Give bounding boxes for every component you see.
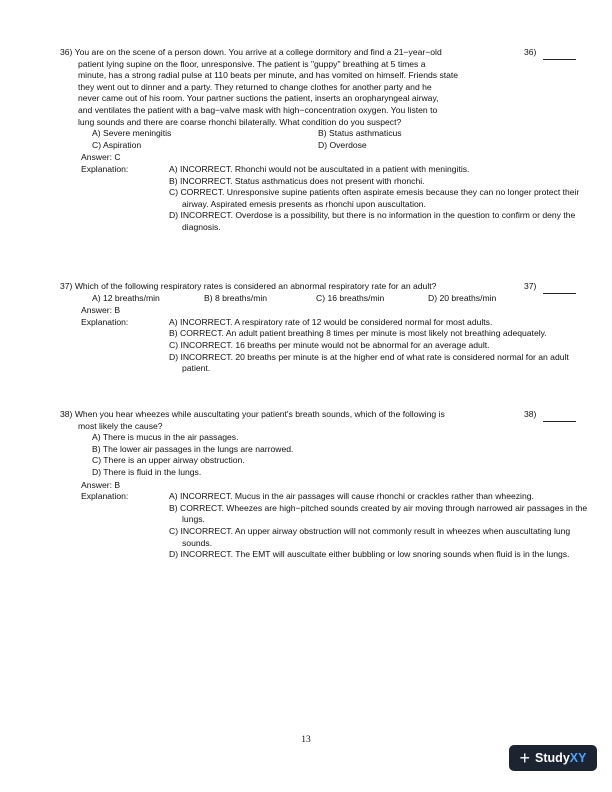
explanation-item: B) CORRECT. Wheezes are high−pitched sounds created by air moving through narrowed air passages in the lungs. xyxy=(169,502,588,525)
explanation-item: B) INCORRECT. Status asthmaticus does not present with rhonchi. xyxy=(169,175,425,186)
answer-slot-number: 36) xyxy=(524,47,537,57)
question-number: 38) xyxy=(60,409,73,419)
explanation: Explanation: A) INCORRECT. Rhonchi would not be auscultated in a patient with meningitis. B) INCORRECT. Status asthmaticus does not present with rhonchi. C) CORRECT. Unresponsive supine patients often aspirate emesis because they can no longer protect their airway. Aspirated emesis presents as rhonchi upon auscultation. D) INCORRECT. Overdose is a possibility, but there is no information in the question to confirm or deny the diagnosis. xyxy=(60,164,560,234)
option: A) 12 breaths/min xyxy=(92,292,160,303)
explanation-item: C) INCORRECT. An upper airway obstruction will not commonly result in wheezes when auscultating lung sounds. xyxy=(169,525,571,548)
question-37 xyxy=(60,281,569,375)
option: A) Severe meningitis xyxy=(92,128,172,139)
explanation-item: B) CORRECT. An adult patient breathing 8 times per minute is most likely not breathing adequately. xyxy=(169,328,547,339)
explanation: Explanation: A) INCORRECT. A respiratory rate of 12 would be considered normal for most adults. B) CORRECT. An adult patient breathing 8 times per minute is most likely not breathing adequately. C) INCORRECT. 16 breaths per minute would not be abnormal for an average adult. D) INCORRECT. 20 breaths per minute is at the higher end of what rate is considered normal for an adult patient. xyxy=(60,317,560,375)
answer-slot-number: 38) xyxy=(524,409,537,419)
explanation-item: D) INCORRECT. 20 breaths per minute is at the higher end of what rate is considered normal for an adult patient. xyxy=(169,351,569,374)
page-number: 13 xyxy=(301,735,311,745)
answer-key: Answer: B xyxy=(81,479,121,490)
answer-blank[interactable] xyxy=(543,59,576,60)
option: B) The lower air passages in the lungs are narrowed. xyxy=(92,443,294,454)
option: D) 20 breaths/min xyxy=(428,292,497,303)
question-number: 37) xyxy=(60,281,73,291)
option: B) Status asthmaticus xyxy=(318,128,402,139)
answer-key: Answer: C xyxy=(81,152,121,163)
explanation: Explanation: A) INCORRECT. Mucus in the air passages will cause rhonchi or crackles rather than wheezing. B) CORRECT. Wheezes are high−pitched sounds created by air moving through narrowed air passages in the lungs. C) INCORRECT. An upper airway obstruction will not commonly result in wheezes when auscultating lung sounds. D) INCORRECT. The EMT will auscultate either bubbling or low snoring sounds when fluid is in the lungs. xyxy=(81,491,588,560)
explanation-item: C) CORRECT. Unresponsive supine patients often aspirate emesis because they can no longer protect their airway. Aspirated emesis presents as rhonchi upon auscultation. xyxy=(169,187,580,209)
studyxy-badge[interactable] xyxy=(509,745,597,771)
answer-options xyxy=(60,128,560,151)
answer-options xyxy=(60,432,560,478)
question-36 xyxy=(60,47,580,234)
explanation-item: C) INCORRECT. 16 breaths per minute would not be abnormal for an average adult. xyxy=(169,339,490,350)
answer-blank[interactable] xyxy=(543,293,576,294)
brand-prefix: Study xyxy=(535,751,570,765)
option: D) There is fluid in the lungs. xyxy=(92,466,202,477)
option: B) 8 breaths/min xyxy=(204,292,268,303)
answer-blank[interactable] xyxy=(543,421,576,422)
answer-key: Answer: B xyxy=(81,305,121,316)
answer-slot-number: 37) xyxy=(524,281,537,291)
option: A) There is mucus in the air passages. xyxy=(92,432,239,443)
explanation-item: A) INCORRECT. Mucus in the air passages will cause rhonchi or crackles rather than wheezing. xyxy=(169,491,534,502)
option: C) There is an upper airway obstruction. xyxy=(92,455,245,466)
option: C) 16 breaths/min xyxy=(316,292,385,303)
option: C) Aspiration xyxy=(92,139,142,150)
question-38 xyxy=(60,409,588,561)
brand-suffix: XY xyxy=(569,751,587,765)
option: D) Overdose xyxy=(318,139,367,150)
answer-options xyxy=(60,293,560,305)
question-stem: 37) Which of the following respiratory rates is considered an abnormal respiratory rate for an adult? xyxy=(60,281,437,291)
plus-icon: + xyxy=(519,748,531,768)
question-number: 36) xyxy=(60,47,73,57)
explanation-item: A) INCORRECT. Rhonchi would not be auscultated in a patient with meningitis. xyxy=(169,163,470,174)
explanation-item: A) INCORRECT. A respiratory rate of 12 would be considered normal for most adults. xyxy=(169,316,493,327)
explanation-item: D) INCORRECT. The EMT will auscultate either bubbling or low snoring sounds when fluid is in the lungs. xyxy=(169,549,570,560)
question-stem: 38) When you hear wheezes while auscultating your patient's breath sounds, which of the following is most likely the cause? xyxy=(60,409,445,431)
question-stem: 36) You are on the scene of a person down. You arrive at a college dormitory and find a 21−year−old patient lying supine on the floor, unresponsive. The patient is "guppy" breathing at 5 times a minute, has a strong radial pulse at 110 beats per minute, and has vomited on himself. Friends state they went out to dinner and a party. They returned to change clothes for another party and he never came out of his room. Your partner suctions the patient, inserts an oropharyngeal airway, and ventilates the patient with a bag−valve mask with high−concentration oxygen. You listen to lung sounds and there are coarse rhonchi bilaterally. What condition do you suspect? xyxy=(60,47,459,127)
explanation-item: D) INCORRECT. Overdose is a possibility, but there is no information in the question to confirm or deny the diagnosis. xyxy=(169,210,576,232)
